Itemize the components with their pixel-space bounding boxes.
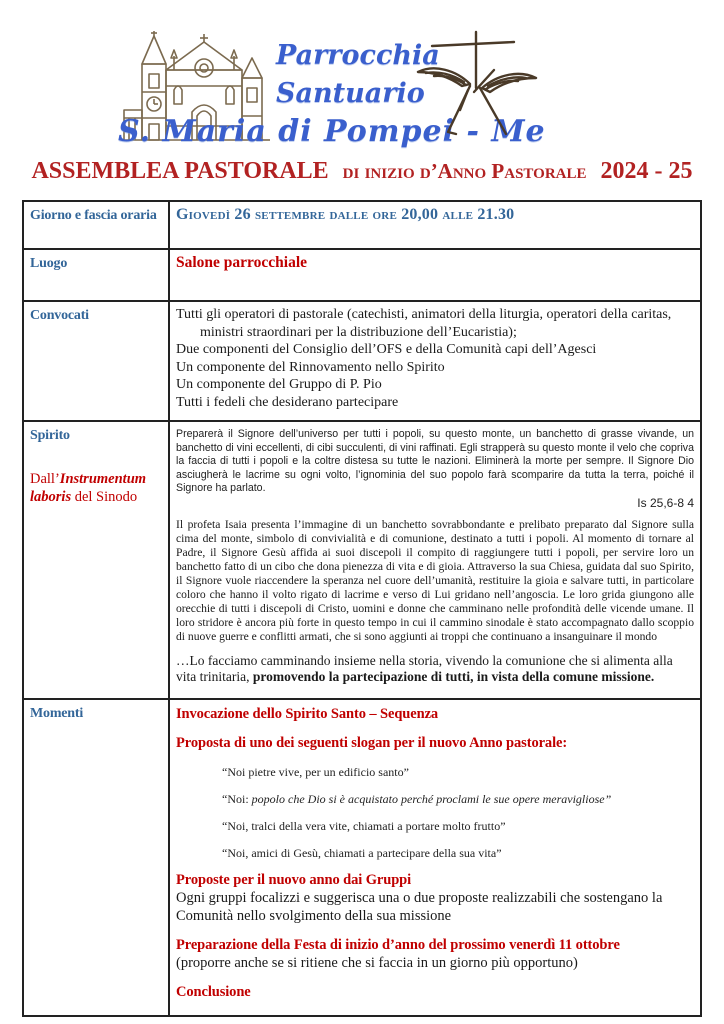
slogan-item (222, 792, 694, 806)
row-value-giorno: Giovedì 26 settembre dalle ore 20,00 alle 21.30 (169, 201, 701, 249)
spirito-sublabel-pre: Dall’ (30, 471, 60, 487)
convocati-line: Un componente del Rinnovamento nello Spirito (176, 359, 445, 375)
table-row-convocati (23, 301, 701, 421)
row-label-luogo: Luogo (30, 256, 68, 271)
winged-cross-icon (410, 26, 542, 146)
row-label-momenti: Momenti (30, 706, 84, 722)
momenti-heading-conclusione: Conclusione (176, 984, 251, 1001)
letterhead-script-line3: S. Maria di Pompei - Me (118, 114, 546, 149)
table-row-momenti (23, 699, 701, 1016)
title-middle: di inizio d’Anno Pastorale (342, 159, 587, 183)
spirito-closing-plain: …Lo facciamo camminando insieme nella storia, vivendo la comunione che si alimenta alla vita trinitaria, (176, 652, 673, 684)
convocati-line: Tutti i fedeli che desiderano partecipare (176, 394, 399, 410)
slogan-item: “Noi pietre vive, per un edificio santo” (222, 765, 409, 780)
spirito-sublabel (30, 470, 162, 506)
spirito-sublabel-post: del Sinodo (71, 489, 138, 505)
scripture-citation: Is 25,6-8 4 (637, 495, 694, 510)
slogan-pre: “Noi: (222, 792, 252, 807)
momenti-body-festa: (proporre anche se si ritiene che si faccia in un giorno più opportuno) (176, 955, 578, 972)
slogan-post: ” (604, 792, 612, 807)
momenti-heading-proposta-slogan: Proposta di uno dei seguenti slogan per il nuovo Anno pastorale: (176, 735, 568, 752)
row-label-giorno: Giorno e fascia oraria (30, 208, 157, 223)
letterhead (118, 26, 620, 148)
spirito-closing (176, 653, 694, 686)
spirito-sublabel-emphasis: Instrumentum laboris (30, 471, 147, 505)
table-row-giorno (23, 201, 701, 249)
spirito-commentary: Il profeta Isaia presenta l’immagine di un banchetto sovrabbondante e prelibato preparato dal Signore sulla cima del monte, simbolo di convivialità e di comunione, destinato a tutti i popoli. Al momento di tornare al Padre, il Signore Gesù affida ai suoi discepoli il compito di raggiungere tutti i popoli, per servire loro un banchetto fatto di un cibo che dona pienezza di vita e di gioia. Attraverso la sua Chiesa, guidata dal suo Spirito, il Signore vuole riaccendere la speranza nel cuore dell’umanità, restituire la gioia e salvare tutti, in particolare coloro che hanno il volto rigato di lacrime e verso di Lui gridano nell’angoscia. Le loro grida giungono alle orecchie di tutti i discepoli di Cristo, uomini e donne che camminano nelle profondità delle vicende umane. Il loro stridore è ancora più forte in questo tempo in cui il cammino sinodale è stato accompagnato dallo scoppio di nuove guerre e conflitti armati, che si sono aggiunti ai troppi che continuano a insanguinare il mondo (176, 517, 694, 643)
table-row-luogo (23, 249, 701, 301)
row-value-spirito (169, 421, 701, 699)
row-value-convocati (169, 301, 701, 421)
row-value-momenti (169, 699, 701, 1016)
page-title (22, 150, 702, 188)
title-year: 2024 - 25 (600, 158, 693, 184)
schedule-table (22, 200, 702, 1017)
row-label-spirito: Spirito (30, 428, 70, 443)
letterhead-script-line2: Santuario (276, 78, 425, 109)
momenti-body-gruppi: Ogni gruppi focalizzi e suggerisca una o due proposte realizzabili che sostengano la Comunità nello svolgimento della sua missione (176, 890, 663, 925)
slogan-emphasis: popolo che Dio si è acquistato perché proclami le sue opere meravigliose (251, 792, 605, 807)
convocati-line: Un componente del Gruppo di P. Pio (176, 377, 382, 392)
slogan-item: “Noi, amici di Gesù, chiamati a partecipare della sua vita” (222, 846, 502, 861)
title-main: ASSEMBLEA PASTORALE (31, 158, 329, 184)
table-row-spirito (23, 421, 701, 699)
row-label-convocati: Convocati (30, 308, 89, 323)
convocati-line: Due componenti del Consiglio dell’OFS e della Comunità capi dell’Agesci (176, 342, 597, 357)
momenti-heading-festa: Preparazione della Festa di inizio d’anno del prossimo venerdì 11 ottobre (176, 937, 620, 954)
convocati-line: Tutti gli operatori di pastorale (catechisti, animatori della liturgia, operatori della caritas, ministri straordinari per la distribuzione dell’Eucaristia); (176, 307, 672, 340)
row-value-luogo: Salone parrocchiale (176, 254, 308, 271)
letterhead-script-line1: Parrocchia (276, 40, 440, 71)
isaiah-quote: Preparerà il Signore dell’universo per tutti i popoli, su questo monte, un banchetto di grasse vivande, un banchetto di vini eccellenti, di cibi succulenti, di vini raffinati. Egli strapperà su questo monte il velo che copriva la faccia di tutti i popoli e la coltre distesa su tutte le nazioni. Eliminerà la morte per sempre. Il Signore Dio asciugherà le lacrime su ogni volto, l’ignominia del suo popolo farà scomparire da tutta la terra, poiché il Signore ha parlato. (176, 428, 694, 494)
slogan-item: “Noi, tralci della vera vite, chiamati a portare molto frutto” (222, 819, 506, 834)
momenti-heading-invocazione: Invocazione dello Spirito Santo – Sequenza (176, 706, 439, 723)
momenti-heading-proposte-gruppi: Proposte per il nuovo anno dai Gruppi (176, 872, 412, 889)
spirito-closing-bold: promovendo la partecipazione di tutti, in vista della comune missione. (252, 669, 655, 684)
